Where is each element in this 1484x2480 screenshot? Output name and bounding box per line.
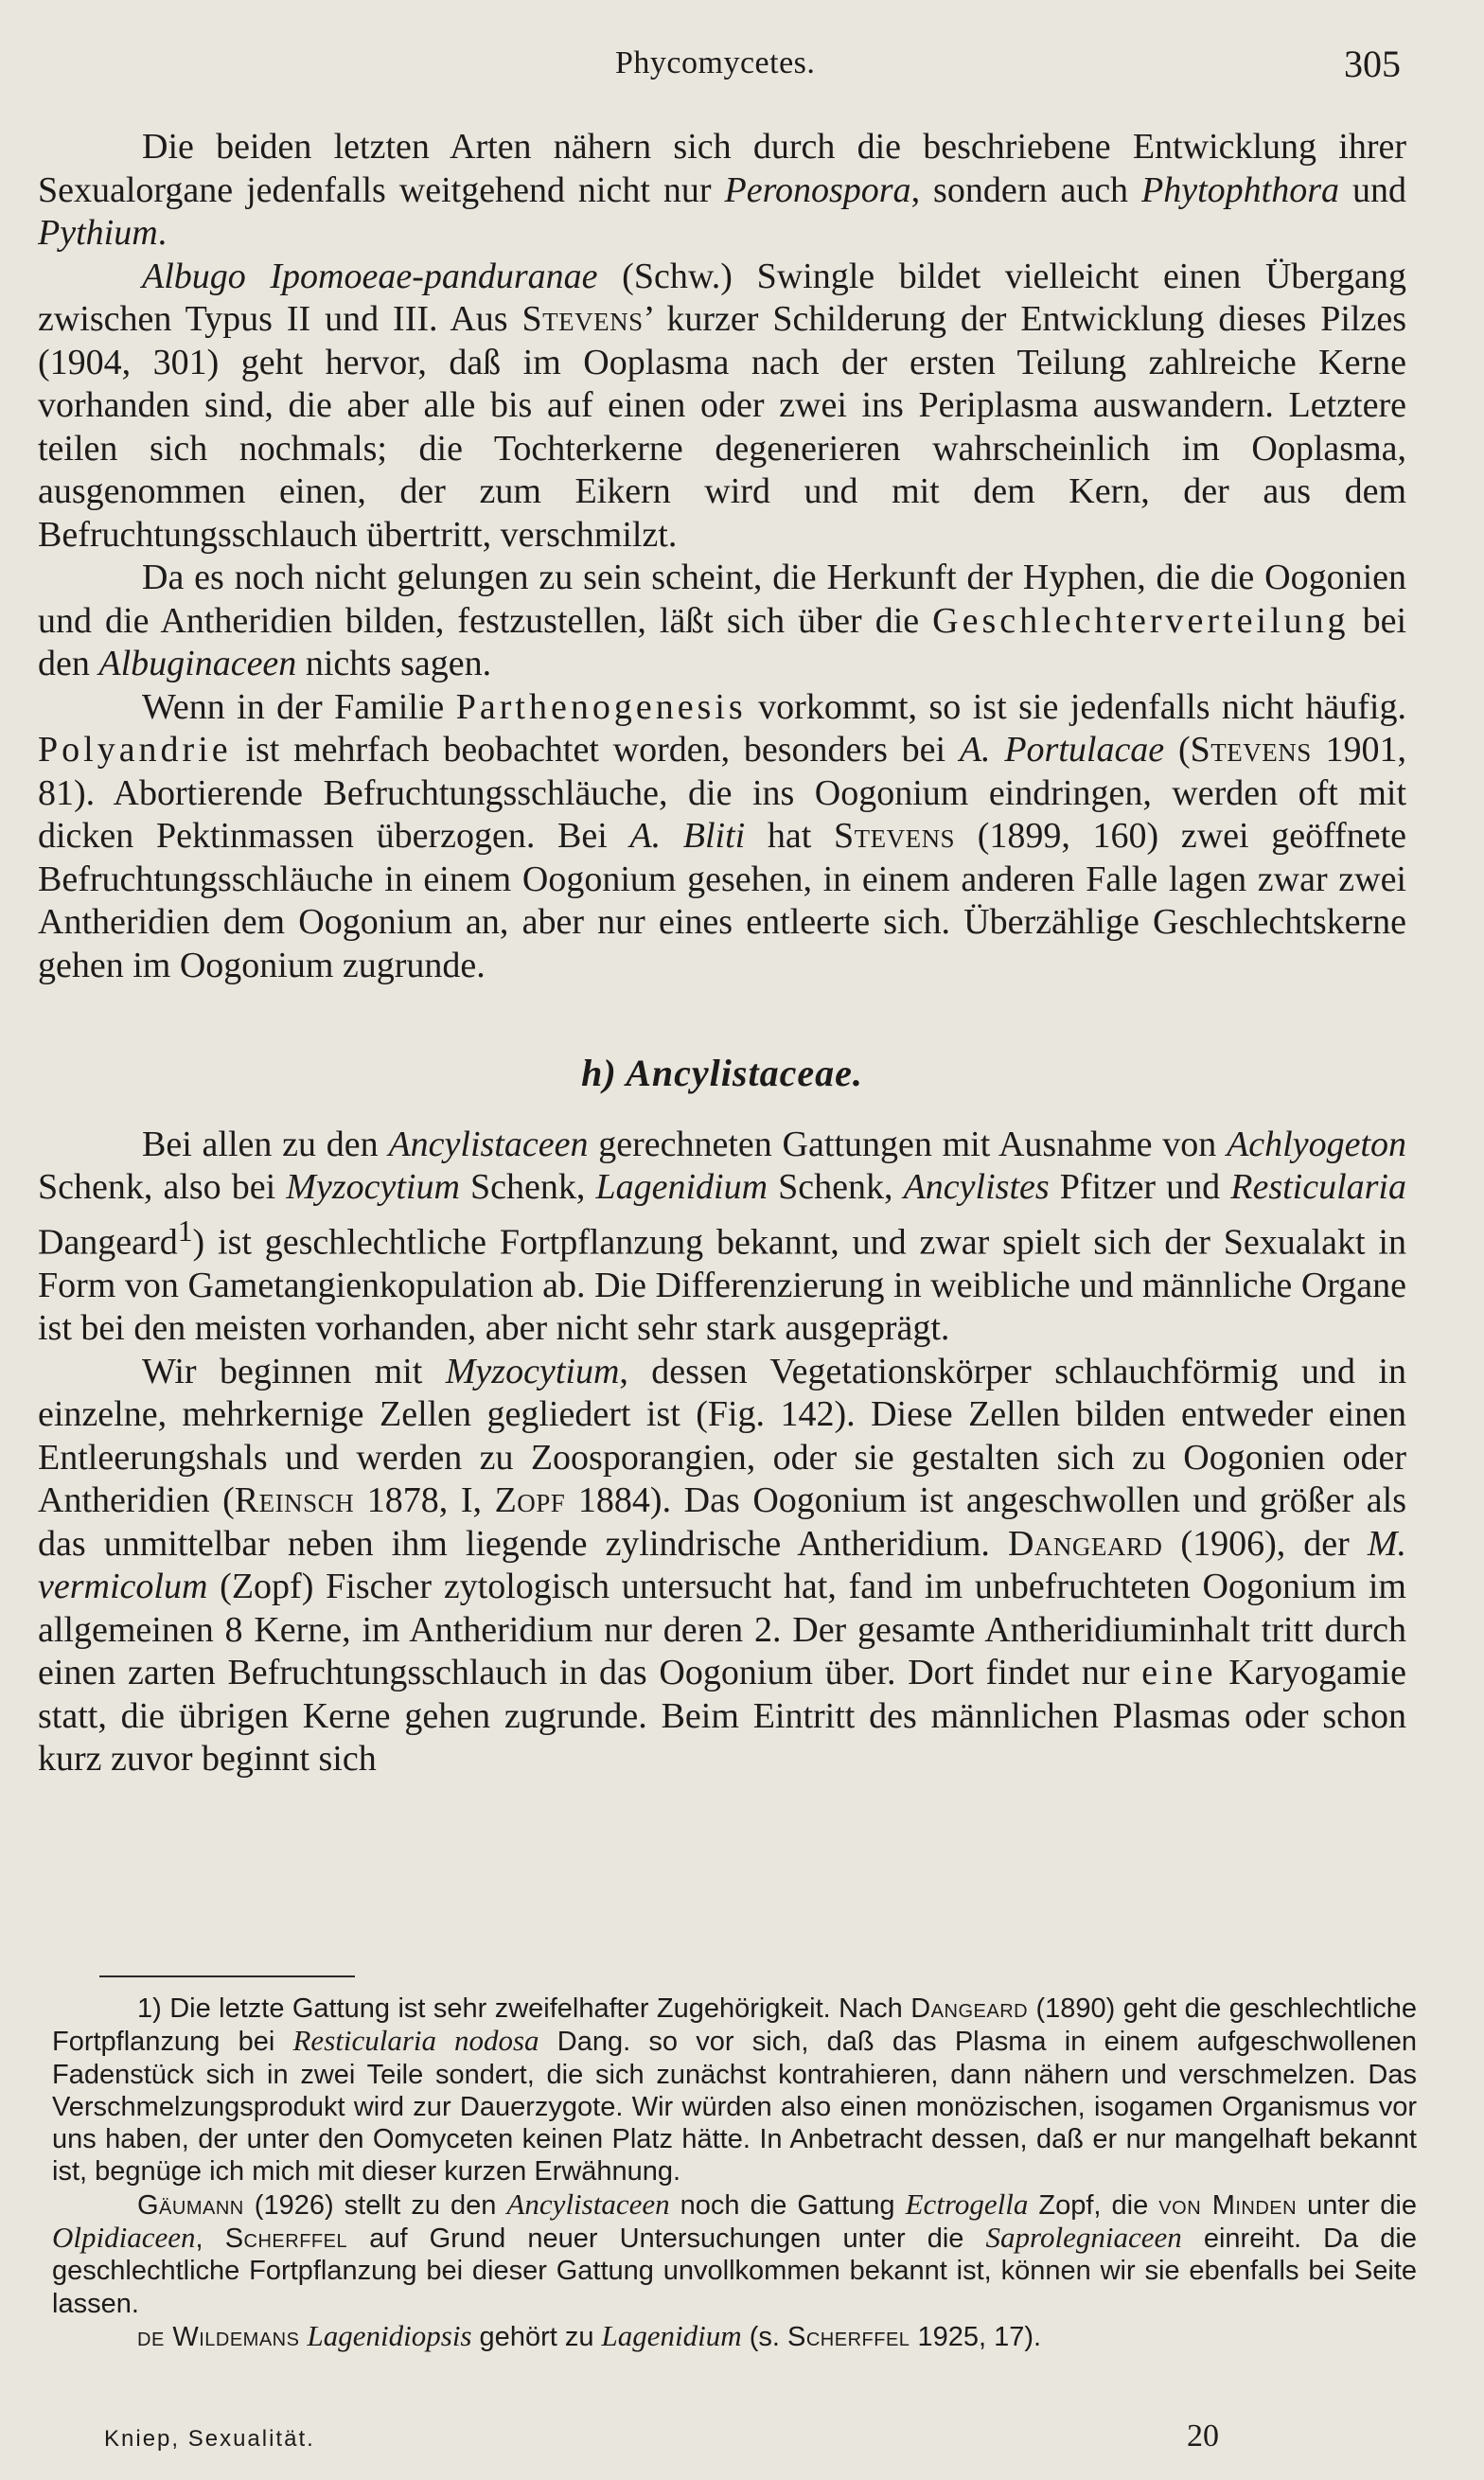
footnote-divider bbox=[99, 1975, 355, 1977]
footnote: de Wildemans Lagenidiopsis gehört zu Lagenidium (s. Scherffel 1925, 17). bbox=[137, 2318, 1042, 2352]
page-footer bbox=[104, 2418, 1219, 2456]
footnotes bbox=[52, 1993, 1417, 2353]
section-heading: h) Ancylistaceae. bbox=[581, 1052, 863, 1094]
footnote: Gäumann (1926) stellt zu den Ancylistaceen noch die Gattung Ectrogella Zopf, die von Minden unter die Olpidiaceen, Scherffel auf Grund neuer Untersuchungen unter die Saprolegniaceen einreiht. Da die geschlechtliche Fortpflanzung bei dieser Gattung unvollkommen bekannt ist, können wir sie ebenfalls bei Seite lassen. bbox=[52, 2187, 1417, 2319]
footnote: 1) Die letzte Gattung ist sehr zweifelhafter Zugehörigkeit. Nach Dangeard (1890) geht die geschlechtliche Fortpflanzung bei Resticularia nodosa Dang. so vor sich, daß das Plasma in einem aufgeschwollenen Fadenstück sich in zwei Teile sondert, die sich zunächst kontrahieren, dann nähern und verschmelzen. Das Verschmelzungsprodukt wird zur Dauerzygote. Wir würden also einen monözischen, isogamen Organismus vor uns haben, der unter den Oomyceten keinen Platz hätte. In Anbetracht dessen, daß er nur mangelhaft bekannt ist, begnüge ich mich mit dieser kurzen Erwähnung. bbox=[52, 1993, 1418, 2188]
paragraph: Wir beginnen mit Myzocytium, dessen Vegetationskörper schlauchförmig und in einzelne, mehrkernige Zellen gegliedert ist (Fig. 142). Diese Zellen bilden entweder einen Entleerungshals und werden zu Zoosporangien, oder sie gestalten sich zu Oogonien oder Antheridien (Reinsch 1878, I, Zopf 1884). Das Oogonium ist angeschwollen und größer als das unmittelbar neben ihm liegende zylindrische Antheridium. Dangeard (1906), der M. vermicolum (Zopf) Fischer zytologisch untersucht hat, fand im unbefruchteten Oogonium im allgemeinen 8 Kerne, im Antheridium nur deren 2. Der gesamte Antheridiuminhalt tritt durch einen zarten Befruchtungsschlauch in das Oogonium über. Dort findet nur eine Karyogamie statt, die übrigen Kerne gehen zugrunde. Beim Eintritt des männlichen Plasmas oder schon kurz zuvor beginnt sich bbox=[38, 1351, 1407, 1780]
paragraph: Albugo Ipomoeae-panduranae (Schw.) Swingle bildet vielleicht einen Übergang zwischen Typus II und III. Aus Stevens’ kurzer Schilderung der Entwicklung dieses Pilzes (1904, 301) geht hervor, daß im Ooplasma nach der ersten Teilung zahlreiche Kerne vorhanden sind, die aber alle bis auf einen oder zwei ins Periplasma auswandern. Letztere teilen sich nochmals; die Tochterkerne degenerieren wahrscheinlich im Ooplasma, ausgenommen einen, der zum Eikern wird und mit dem Kern, der aus dem Befruchtungsschlauch übertritt, verschmilzt. bbox=[38, 256, 1406, 555]
paragraph: Die beiden letzten Arten nähern sich durch die beschriebene Entwicklung ihrer Sexualorgane jedenfalls weitgehend nicht nur Peronospora, sondern auch Phytophthora und Pythium. bbox=[38, 127, 1406, 253]
paragraph: Wenn in der Familie Parthenogenesis vorkommt, so ist sie jedenfalls nicht häufig. Polyandrie ist mehrfach beobachtet worden, besonders bei A. Portulacae (Stevens 1901, 81). Abortierende Befruchtungsschläuche, die ins Oogonium eindringen, werden oft mit dicken Pektinmassen überzogen. Bei A. Bliti hat Stevens (1899, 160) zwei geöffnete Befruchtungsschläuche in einem Oogonium gesehen, in einem anderen Falle lagen zwar zwei Antheridien dem Oogonium an, aber nur eines entleerte sich. Überzählige Geschlechtskerne gehen im Oogonium zugrunde. bbox=[38, 686, 1407, 985]
paragraph: Da es noch nicht gelungen zu sein scheint, die Herkunft der Hyphen, die die Oogonien und die Antheridien bilden, festzustellen, läßt sich über die Geschlechterverteilung bei den Albuginaceen nichts sagen. bbox=[38, 558, 1407, 683]
paragraph: Bei allen zu den Ancylistaceen gerechneten Gattungen mit Ausnahme von Achlyogeton Schenk, also bei Myzocytium Schenk, Lagenidium Schenk, Ancylistes Pfitzer und Resticularia Dangeard$^1$) ist geschlechtliche Fortpflanzung bekannt, und zwar spielt sich der Sexualakt in Form von Gametangienkopulation ab. Die Differenzierung in weibliche und männliche Organe ist bei den meisten vorhanden, aber nicht sehr stark ausgeprägt. bbox=[38, 1124, 1406, 1349]
footnote-marker[interactable]: 1 bbox=[177, 1213, 193, 1248]
main-text bbox=[38, 126, 1406, 1781]
running-head: Phycomycetes. bbox=[615, 45, 816, 80]
signature-mark: 20 bbox=[1187, 2418, 1219, 2453]
page-number: 305 bbox=[1344, 43, 1401, 85]
footer-author-title: Kniep, Sexualität. bbox=[104, 2426, 315, 2452]
page-header bbox=[38, 42, 1401, 89]
